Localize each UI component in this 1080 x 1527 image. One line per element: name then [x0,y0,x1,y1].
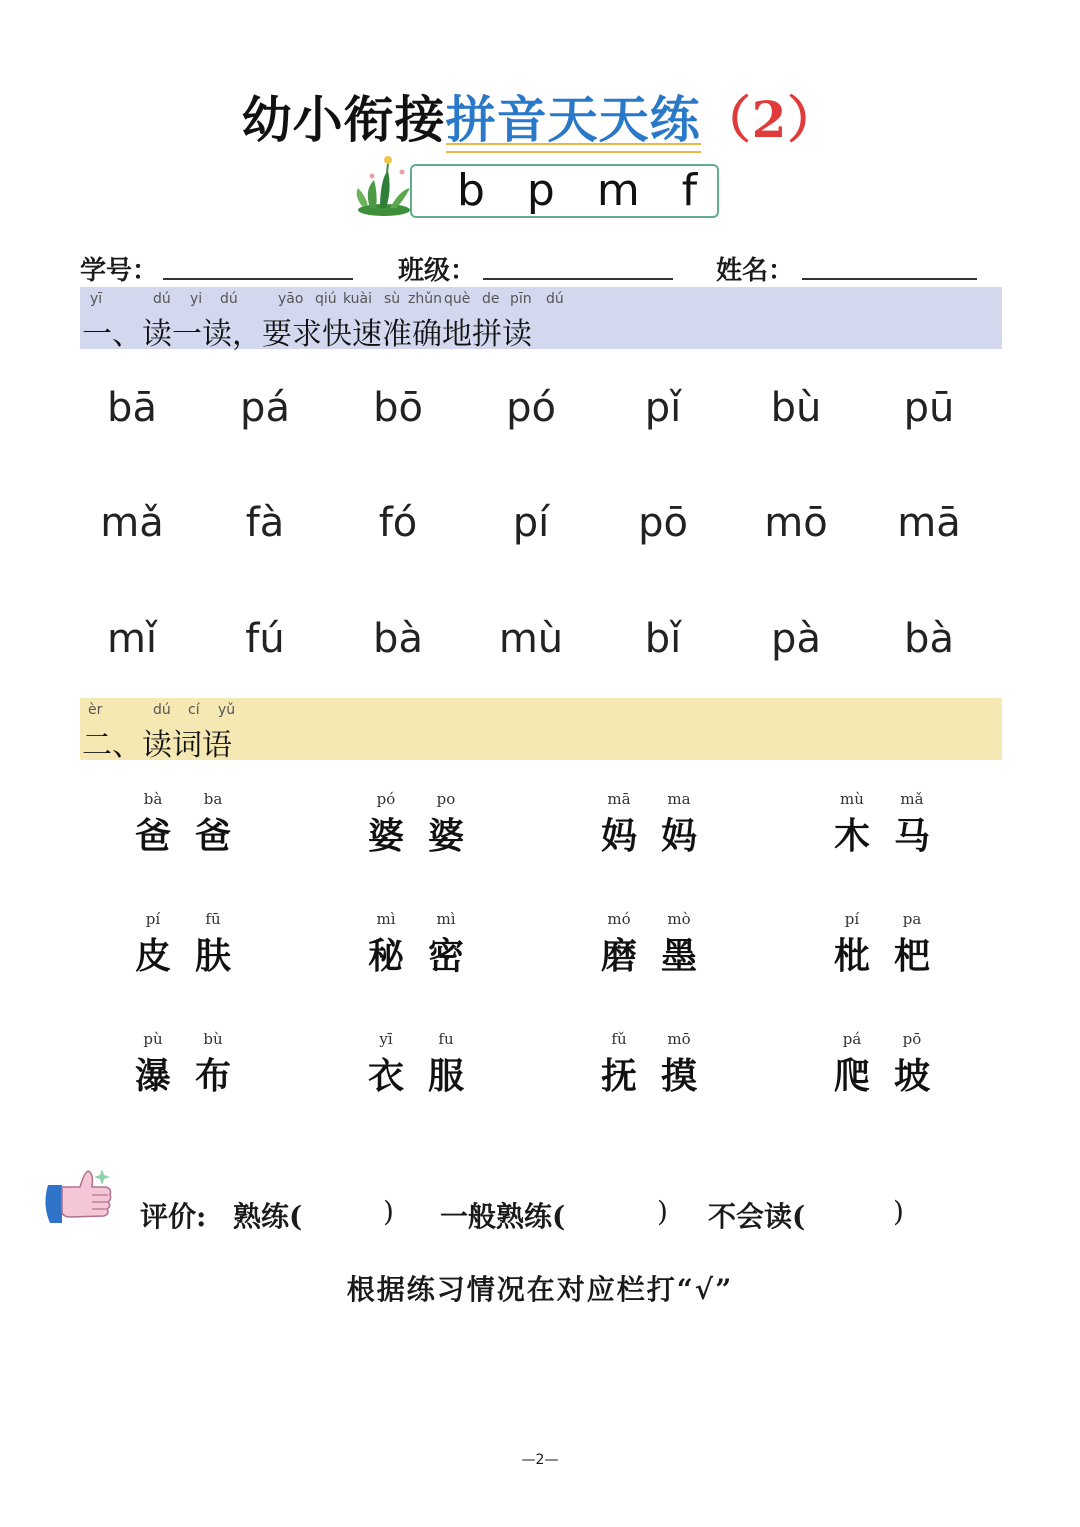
word-char: 秘 [367,935,404,977]
section1-pinyin: kuài [343,291,373,307]
word-pinyin: pa [902,910,922,928]
word-pinyin: mò [667,910,691,928]
section1-pinyin: pīn [510,291,532,307]
word-char: 摸 [660,1055,697,1097]
word-char: 爸 [134,815,171,857]
section1-pinyin: zhǔn [408,291,442,307]
section1-pinyin: yī [90,291,103,307]
word-pinyin: mì [376,910,396,928]
class-label: 班级： [398,256,477,286]
pinyin-cell: bō [373,385,423,431]
word-char: 杷 [893,935,930,977]
pinyin-cell: pō [638,500,688,546]
word-char: 爸 [194,815,231,857]
letters-box [410,164,719,218]
word-char: 皮 [134,935,171,977]
student-id-field[interactable] [163,278,353,280]
section-2-title: 二、读词语 [82,728,232,763]
eval-option-cannot-read[interactable]: 不会读( [708,1200,806,1233]
eval-paren-close: ) [383,1195,394,1228]
page-number: —2— [521,1452,559,1468]
word-pinyin: bà [143,790,163,808]
pinyin-cell: fà [245,500,285,546]
word-pinyin: mì [436,910,456,928]
word-pinyin: ma [667,790,691,808]
word-pinyin: pí [844,910,860,928]
pinyin-cell: bà [904,616,954,662]
pinyin-cell: pū [903,385,955,431]
student-id-label: 学号： [80,256,159,286]
pinyin-cell: mǐ [106,616,158,662]
word-char: 婆 [367,815,404,857]
section1-pinyin: yi [190,291,203,307]
word-char: 瀑 [134,1055,171,1097]
word-pinyin: pù [143,1030,163,1048]
title-part-3: （2） [700,90,839,149]
section1-pinyin: de [482,291,500,307]
pinyin-cell: bǐ [644,616,682,662]
word-pinyin: fǔ [611,1030,627,1048]
pinyin-cell: mā [897,500,961,546]
pinyin-cell: bù [770,385,822,431]
letters-text: b p m f [457,165,712,216]
word-char: 马 [893,815,930,857]
instruction-text: 根据练习情况在对应栏打“√” [346,1273,734,1306]
word-char: 服 [427,1055,464,1097]
word-pinyin: bù [203,1030,223,1048]
thumbs-up-icon [40,1165,115,1230]
word-char: 枇 [833,935,870,977]
title-part-2: 拼音天天练 [445,90,701,149]
page-title [0,80,1080,152]
word-char: 妈 [600,815,637,857]
section1-pinyin: què [444,291,471,307]
name-label: 姓名： [716,256,795,286]
section2-pinyin: cí [188,702,200,718]
pinyin-cell: pá [240,385,290,431]
section-2-header [80,698,1002,763]
eval-option-proficient[interactable]: 熟练( [233,1200,303,1233]
eval-paren-close: ) [657,1195,668,1228]
word-pinyin: pá [842,1030,862,1048]
word-char: 爬 [833,1055,870,1097]
name-field[interactable] [802,278,977,280]
word-pinyin: mó [607,910,631,928]
word-pinyin: pō [902,1030,922,1048]
word-char: 抚 [600,1055,637,1097]
word-pinyin: mō [667,1030,691,1048]
pinyin-cell: mù [498,616,564,662]
section1-pinyin: dú [220,291,238,307]
section1-pinyin: yāo [278,291,304,307]
section1-pinyin: dú [546,291,564,307]
pinyin-cell: bà [373,616,423,662]
section1-pinyin: sù [384,291,401,307]
word-pinyin: po [436,790,456,808]
section-1-title: 一、读一读，要求快速准确地拼读 [82,317,532,352]
word-char: 墨 [660,935,697,977]
title-part-1: 幼小衔接 [241,90,446,149]
word-pinyin: yī [379,1030,393,1048]
word-char: 密 [427,935,464,977]
section2-pinyin: dú [153,702,171,718]
word-char: 婆 [427,815,464,857]
pinyin-cell: pà [771,616,821,662]
pinyin-cell: fú [245,616,285,662]
word-pinyin: pí [145,910,161,928]
word-pinyin: mǎ [900,790,924,808]
word-pinyin: fū [205,910,221,928]
word-char: 坡 [893,1055,930,1097]
word-pinyin: mā [607,790,631,808]
section1-pinyin: dú [153,291,171,307]
word-pinyin: fu [438,1030,454,1048]
pinyin-cell: mō [764,500,828,546]
pinyin-cell: mǎ [100,500,164,546]
word-char: 磨 [600,935,637,977]
word-pinyin: mù [840,790,864,808]
word-char: 妈 [660,815,697,857]
evaluation-label: 评价: [140,1200,207,1233]
section2-pinyin: yǔ [218,702,236,718]
word-char: 肤 [194,935,231,977]
word-char: 布 [194,1055,231,1097]
eval-paren-close: ) [893,1195,904,1228]
pinyin-cell: pǐ [644,385,682,431]
pinyin-cell: bā [107,385,157,431]
word-pinyin: ba [203,790,223,808]
section1-pinyin: qiú [315,291,337,307]
pinyin-cell: pó [506,385,556,431]
word-pinyin: pó [376,790,396,808]
section2-pinyin: èr [88,702,103,718]
class-field[interactable] [483,278,673,280]
word-char: 衣 [367,1055,404,1097]
eval-option-average[interactable]: 一般熟练( [440,1200,566,1233]
word-char: 木 [833,815,870,857]
section-1-header [80,287,1002,352]
pinyin-cell: pí [512,500,550,546]
pinyin-cell: fó [378,500,418,546]
